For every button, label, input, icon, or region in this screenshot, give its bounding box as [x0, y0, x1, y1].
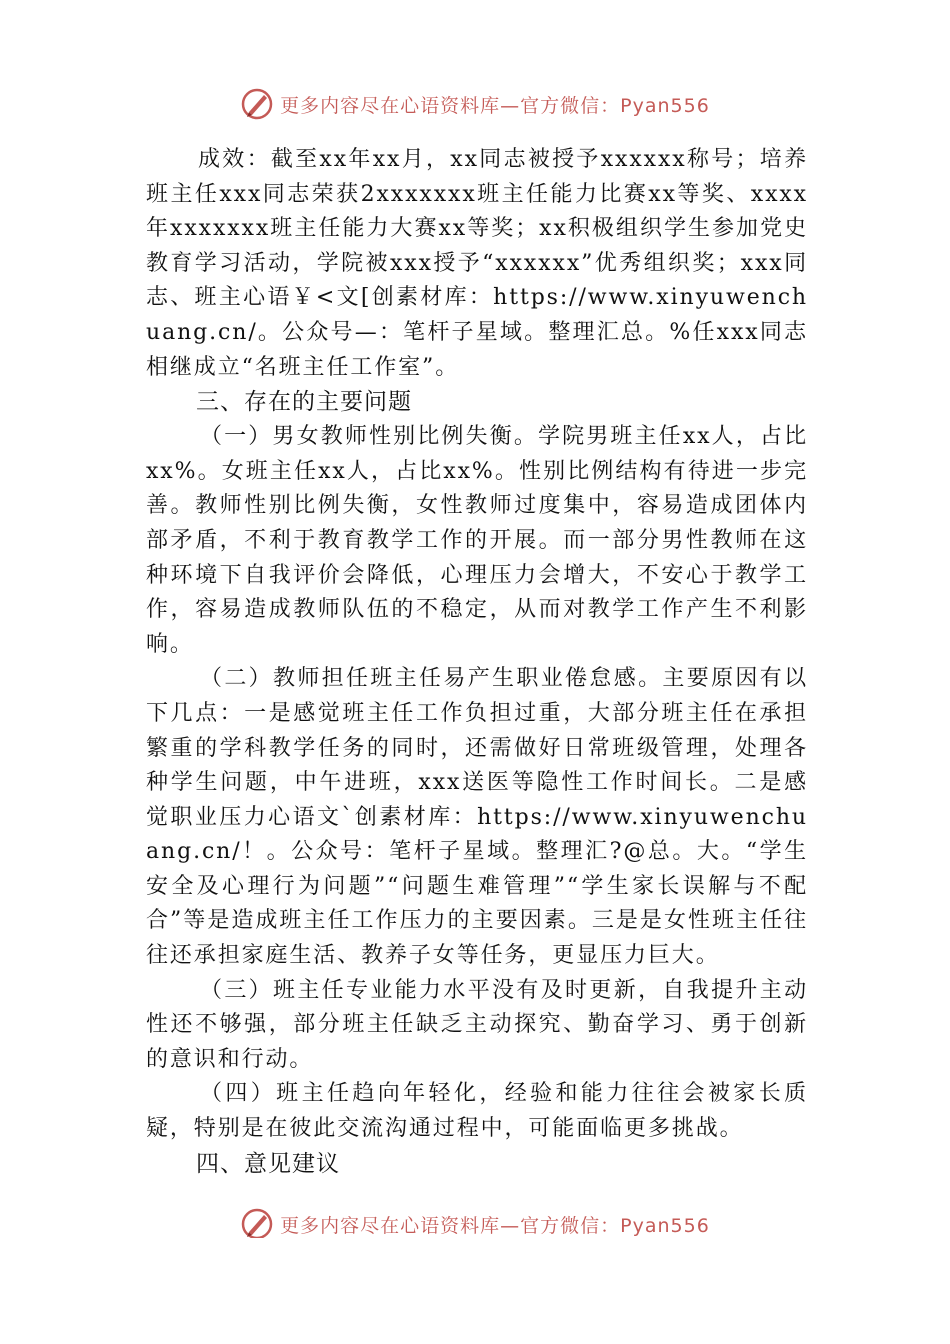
paragraph-achievement: 成效：截至xx年xx月，xx同志被授予xxxxxx称号；培养班主任xxx同志荣获2xxxxxxx班主任能力比赛xx等奖、xxxx年xxxxxxx班主任能力大赛xx等奖；xx积极组织学生参加党史教育学习活动，学院被xxx授予“xxxxxx”优秀组织奖；xxx同志、班主心语￥<文[创素材库：https://www.xinyuwenchuang.cn/。公众号—：笔杆子星域。整理汇总。%任xxx同志相继成立“名班主任工作室”。 [146, 147, 808, 380]
paragraph-issue-1: （一）男女教师性别比例失衡。学院男班主任xx人，占比xx%。女班主任xx人，占比xx%。性别比例结构有待进一步完善。教师性别比例失衡，女性教师过度集中，容易造成团体内部矛盾，不利于教育教学工作的开展。而一部分男性教师在这种环境下自我评价会降低，心理压力会增大，不安心于教学工作，容易造成教师队伍的不稳定，从而对教学工作产生不利影响。 [146, 424, 808, 657]
footer-watermark [0, 1202, 950, 1238]
pen-logo-icon [240, 87, 274, 121]
paragraph-issue-2: （二）教师担任班主任易产生职业倦怠感。主要原因有以下几点：一是感觉班主任工作负担过重，大部分班主任在承担繁重的学科教学任务的同时，还需做好日常班级管理，处理各种学生问题，中午进班，xxx送医等隐性工作时间长。二是感觉职业压力心语文`创素材库：https://www.xinyuwenchuang.cn/！。公众号：笔杆子星域。整理汇?@总。大。“学生安全及心理行为问题”“问题生难管理”“学生家长误解与不配合”等是造成班主任工作压力的主要因素。三是是女性班主任往往还承担家庭生活、教养子女等任务，更显压力巨大。 [146, 666, 808, 969]
header-watermark [0, 84, 950, 124]
document-body [146, 143, 808, 1182]
footer-watermark-text: 更多内容尽在心语资料库—官方微信：Pyan556 [280, 1214, 710, 1237]
heading-section-4: 四、意见建议 [196, 1150, 340, 1177]
pen-logo-icon [240, 1207, 274, 1238]
heading-section-3: 三、存在的主要问题 [196, 389, 412, 416]
paragraph-issue-4: （四）班主任趋向年轻化，经验和能力往往会被家长质疑，特别是在彼此交流沟通过程中，可能面临更多挑战。 [146, 1081, 808, 1142]
paragraph-issue-3: （三）班主任专业能力水平没有及时更新，自我提升主动性还不够强，部分班主任缺乏主动探究、勤奋学习、勇于创新的意识和行动。 [146, 977, 808, 1072]
header-watermark-text: 更多内容尽在心语资料库—官方微信：Pyan556 [280, 94, 710, 117]
